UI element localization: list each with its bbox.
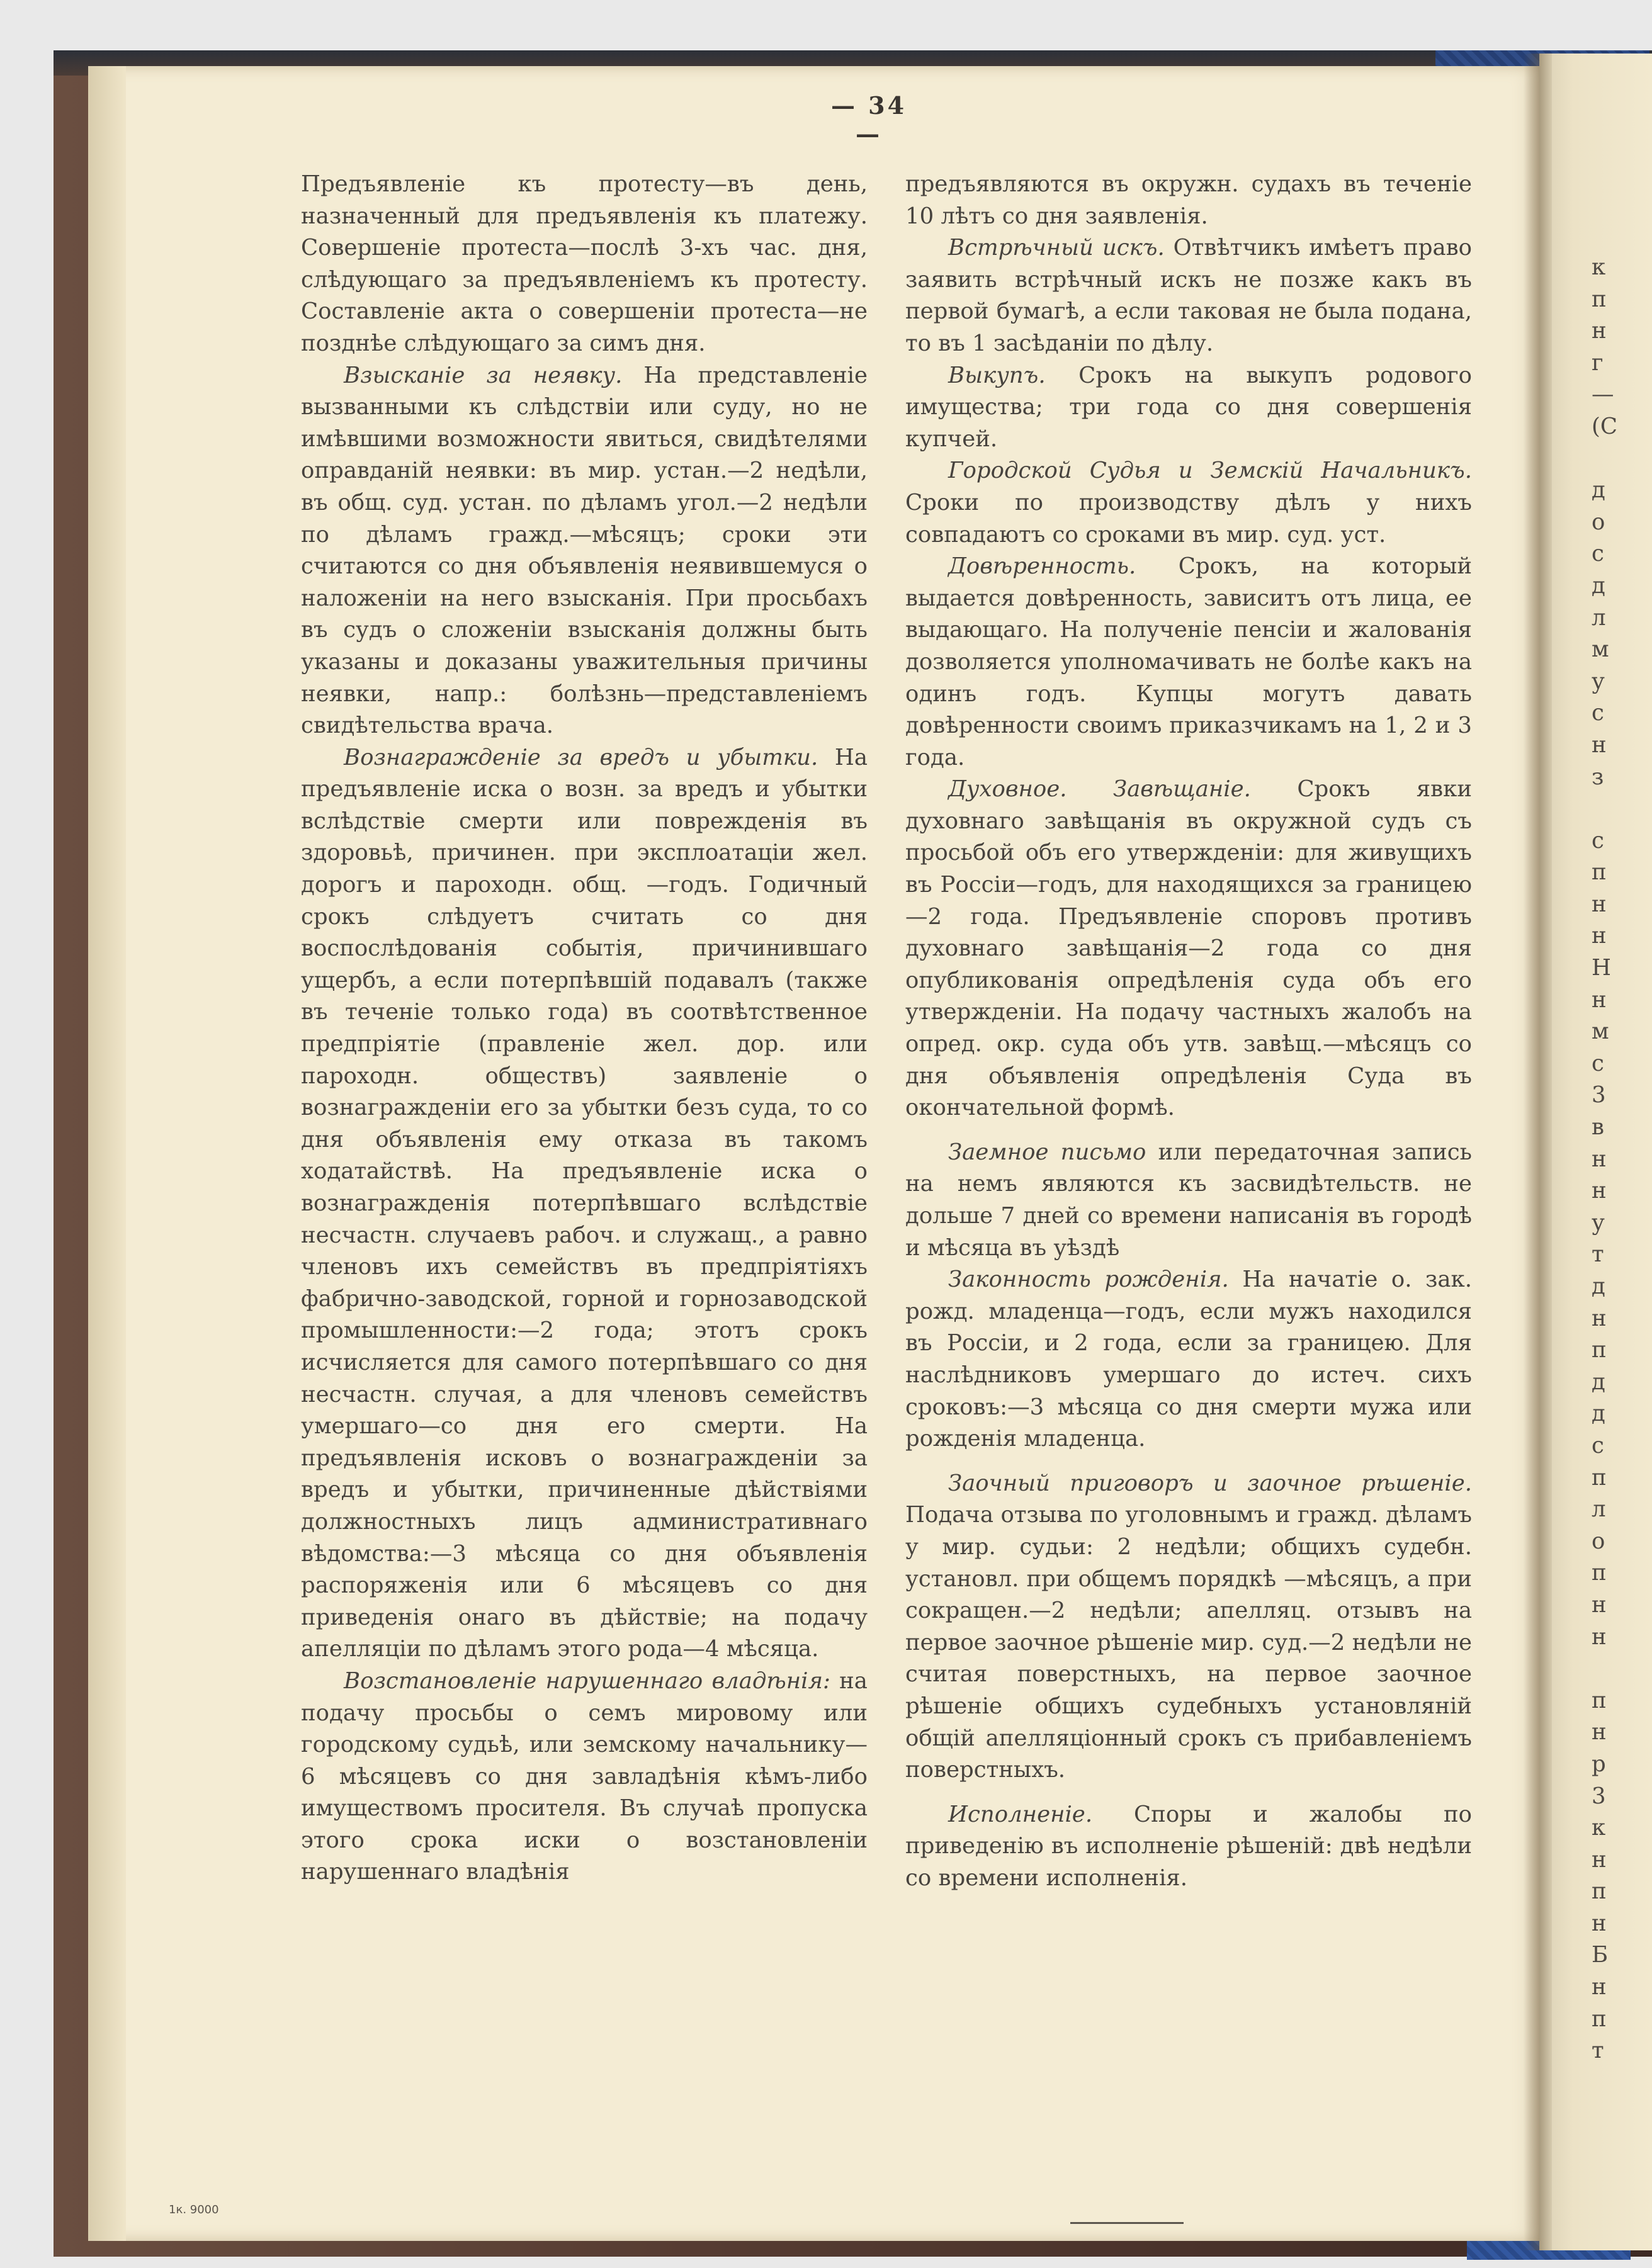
section-heading: Вознагражденіе за вредъ и убытки.: [344, 744, 818, 770]
printer-mark: 1к. 9000: [169, 2203, 219, 2216]
paragraph: Вознагражденіе за вредъ и убытки. На предъявленіе иска о возн. за вредъ и убытки вслѣдствіе смерти или поврежденія въ здоровьѣ, причинен. при эксплоатаціи жел. дорогъ и пароходн. общ. —годъ. Годичный срокъ слѣдуетъ считать со дня воспослѣдованія событія, причинившаго ущербъ, а если потерпѣвшій подавалъ (также въ теченіе только года) въ соотвѣтственное предпріятіе (правленіе жел. дор. или пароходн. обществъ) заявленіе о вознагражденіи его за убытки безъ суда, то со дня объявленія ему отказа въ такомъ ходатайствѣ. На предъявленіе иска о вознагражденія потерпѣвшаго вслѣдствіе несчастн. случаевъ рабоч. и служащ., а равно членовъ ихъ семействъ въ предпріятіяхъ фабрично-заводской, горной и горнозаводской промышленности:—2 года; этотъ срокъ исчисляется для самого потерпѣвшаго со дня несчастн. случая, а для членовъ семействъ умершаго—со дня его смерти. На предъявленія исковъ о вознагражденіи за вредъ и убытки, причиненные дѣйствіями должностныхъ лицъ административнаго вѣдомства:—3 мѣсяца со дня объявленія распоряженія или 6 мѣсяцевъ со дня приведенія онаго въ дѣйствіе; на подачу апелляціи по дѣламъ этого рода—4 мѣсяца.: [301, 744, 868, 1662]
section-heading: Законность рожденія.: [948, 1267, 1229, 1293]
paragraph: Предъявленіе къ протесту—въ день, назначенный для предъявленія къ платежу. Совершеніе протеста—послѣ 3-хъ час. дня, слѣдующаго за предъявленіемъ къ протесту. Составленіе акта о совершеніи протеста—не позднѣе слѣдующаго за симъ дня.: [301, 171, 868, 356]
section-heading: Довѣренность.: [948, 553, 1136, 580]
paragraph: Заочный приговоръ и заочное рѣшеніе. Подача отзыва по уголовнымъ и гражд. дѣламъ у мир. судьи: 2 недѣли; общихъ судебн. установл. при общемъ порядкѣ —мѣсяцъ, а при сокращен.—2 недѣли; апелляц. отзывъ на первое заочное рѣшеніе мир. суд.—2 недѣли не считая поверстныхъ, на первое заочное рѣшеніе общихъ судебныхъ установляній общій апелляціонный срокъ съ прибавленіемъ поверстныхъ.: [905, 1470, 1472, 1783]
left-column: [301, 169, 868, 1888]
page-gutter: [1524, 54, 1552, 2250]
paragraph: Исполненіе. Споры и жалобы по приведенію въ исполненіе рѣшеній: двѣ недѣли со времени исполненія.: [905, 1801, 1472, 1891]
paragraph: Встрѣчный искъ. Отвѣтчикъ имѣетъ право заявить встрѣчный искъ не позже какъ въ первой бумагѣ, а если таковая не была подана, то въ 1 засѣданіи по дѣлу.: [905, 235, 1472, 356]
paragraph: Выкупъ. Срокъ на выкупъ родового имущества; три года со дня совершенія купчей.: [905, 362, 1472, 452]
paragraph: Духовное. Завѣщаніе. Срокъ явки духовнаго завѣщанія въ окружной судъ съ просьбой объ его утвержденіи: для живущихъ въ Россіи—годъ, для находящихся за границею—2 года. Предъявленіе споровъ противъ духовнаго завѣщанія—2 года со дня опубликованія опредѣленія суда объ его утвержденіи. На подачу частныхъ жалобъ на опред. окр. суда объ утв. завѣщ.—мѣсяцъ со дня объявленія опредѣленія Суда въ окончательной формѣ.: [905, 776, 1472, 1121]
page-number: — 34 —: [830, 91, 907, 148]
section-heading: Возстановленіе нарушеннаго владѣнія:: [344, 1667, 830, 1694]
paragraph: Городской Судья и Земскій Начальникъ. Сроки по производству дѣлъ у нихъ совпадаютъ со сроками въ мир. суд. уст.: [905, 458, 1472, 548]
paragraph: Законность рожденія. На начатіе о. зак. рожд. младенца—годъ, если мужъ находился въ Россіи, и 2 года, если за границею. Для наслѣдниковъ умершаго до истеч. сихъ сроковъ:—3 мѣсяца со дня смерти мужа или рожденія младенца.: [905, 1267, 1472, 1452]
section-heading: Заочный приговоръ и заочное рѣшеніе.: [948, 1470, 1472, 1496]
page-left-edge: [88, 66, 126, 2241]
right-column: [905, 169, 1472, 1894]
paragraph: Довѣренность. Срокъ, на который выдается довѣренность, зависитъ отъ лица, ее выдающаго. На полученіе пенсіи и жалованія дозволяется уполномачивать не болѣе какъ на одинъ годъ. Купцы могутъ давать довѣренности своимъ приказчикамъ на 1, 2 и 3 года.: [905, 553, 1472, 770]
footer-rule: [1070, 2222, 1184, 2224]
section-heading: Духовное. Завѣщаніе.: [948, 776, 1251, 803]
facing-page-edge-text: к п н г — (С д о с д л м у с н з с п н н Н н м с 3 в н н у т д н п д д с п л о п н н п н р 3 к н п н Б н п т: [1592, 254, 1618, 2064]
section-heading: Исполненіе.: [948, 1801, 1093, 1827]
section-heading: Взысканіе за неявку.: [344, 362, 623, 388]
paragraph: Заемное письмо или передаточная запись на немъ являются къ засвидѣтельств. не дольше 7 дней со времени написанія въ городѣ и мѣсяца въ уѣздѣ: [905, 1139, 1472, 1261]
section-heading: Встрѣчный искъ.: [948, 235, 1165, 261]
section-heading: Выкупъ.: [948, 362, 1046, 388]
paragraph: Взысканіе за неявку. На представленіе вызванными къ слѣдствіи или суду, но не имѣвшими возможности явиться, свидѣтелями оправданій неявки: въ мир. устан.—2 недѣли, въ общ. суд. устан. по дѣламъ угол.—2 недѣли по дѣламъ гражд.—мѣсяцъ; сроки эти считаются со дня объявленія неявившемуся о наложеніи на него взысканія. При просьбахъ въ судъ о сложеніи взысканія должны быть указаны и доказаны уважительныя причины неявки, напр.: болѣзнь—представленіемъ свидѣтельства врача.: [301, 362, 868, 739]
section-heading: Городской Судья и Земскій Начальникъ.: [948, 458, 1472, 484]
section-heading: Заемное письмо: [948, 1139, 1146, 1165]
paragraph: Возстановленіе нарушеннаго владѣнія: на подачу просьбы о семъ мировому или городскому судьѣ, или земскому начальнику—6 мѣсяцевъ со дня завладѣнія кѣмъ-либо имуществомъ просителя. Въ случаѣ пропуска этого срока иски о возстановленіи нарушеннаго владѣнія: [301, 1667, 868, 1885]
paragraph: предъявляются въ окружн. судахъ въ теченіе 10 лѣтъ со дня заявленія.: [905, 171, 1472, 229]
